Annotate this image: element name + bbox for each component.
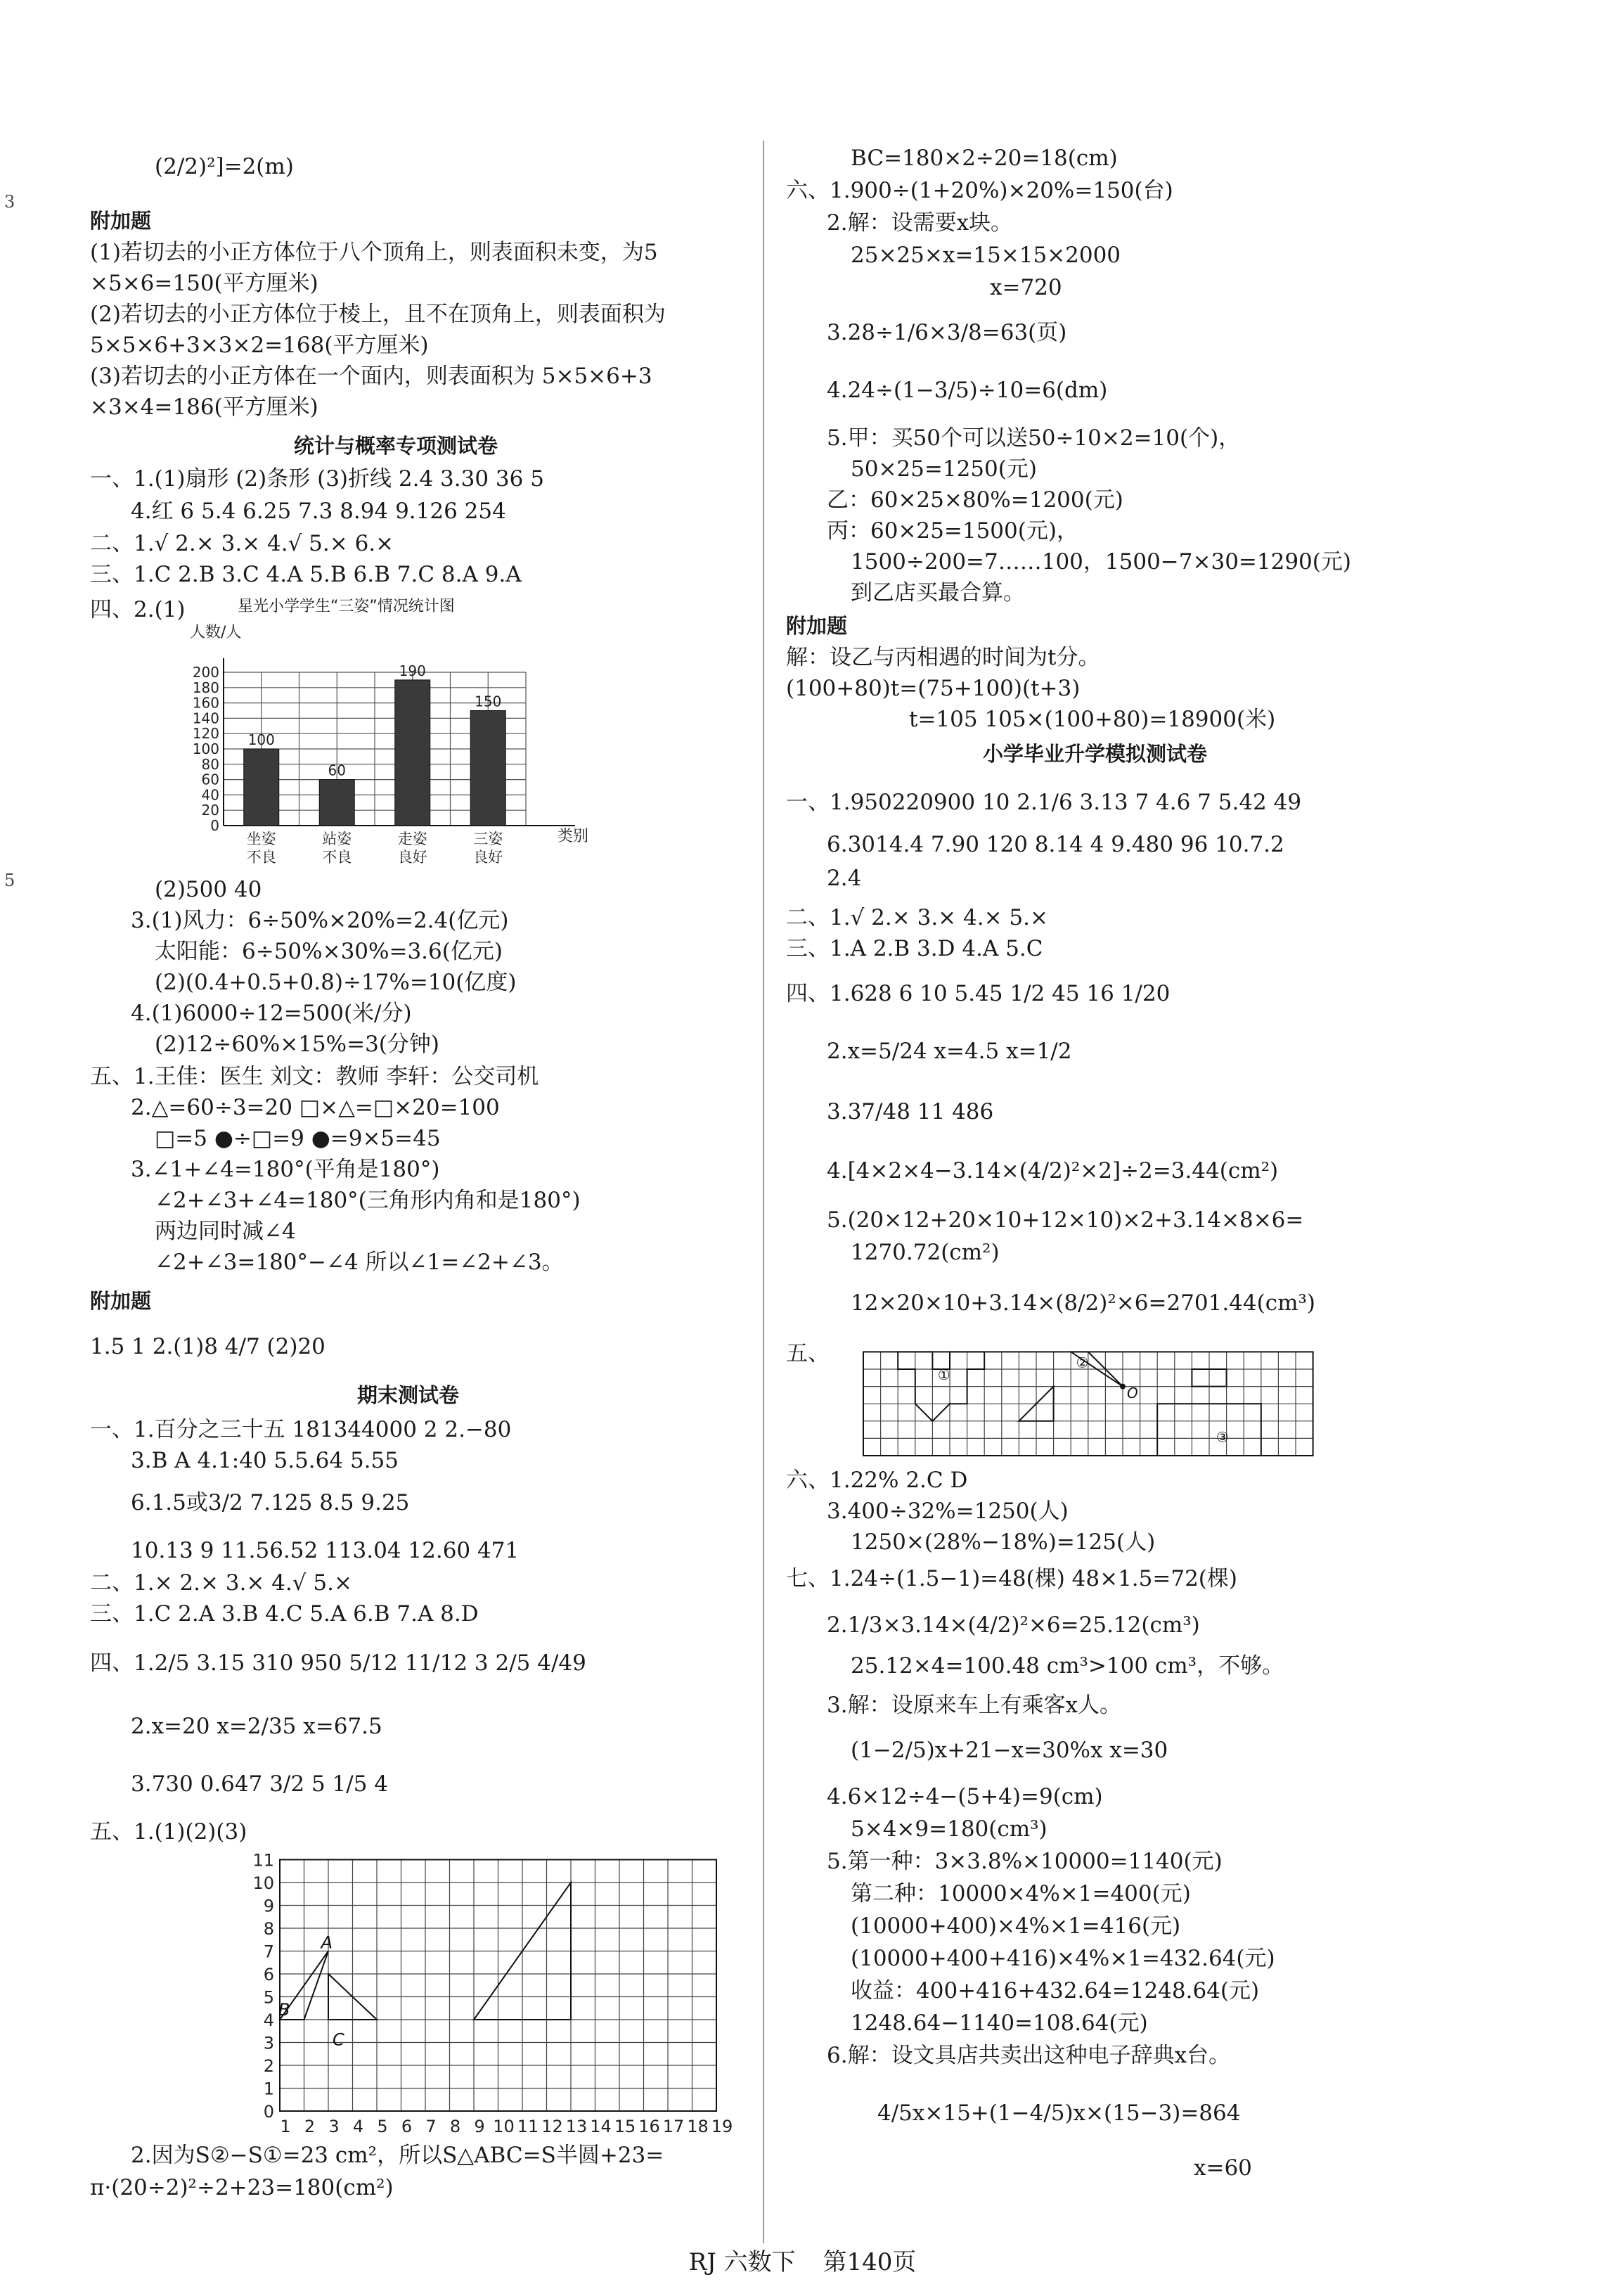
category-label: 不良 (322, 849, 352, 866)
text-line: (2)若切去的小正方体位于棱上，且不在顶角上，则表面积为 (90, 302, 666, 327)
text-line: 3.B A 4.1:40 5.5.64 5.55 (131, 1448, 399, 1473)
text-line: 5×4×9=180(cm³) (851, 1816, 1048, 1842)
text-line: 5×5×6+3×3×2=168(平方厘米) (90, 333, 429, 358)
point-label-c: C (333, 2029, 344, 2050)
category-label: 良好 (397, 849, 427, 866)
text-line: 5.甲：买50个可以送50÷10×2=10(个)， (827, 425, 1241, 451)
x-tick-label: 5 (377, 2117, 388, 2136)
point-label-b: B (278, 2000, 290, 2020)
y-tick-label: 140 (192, 710, 219, 727)
text-line: 六、1.22% 2.C D (786, 1468, 968, 1493)
bar-value-label: 60 (328, 762, 346, 779)
x-tick-label: 4 (352, 2117, 364, 2136)
text-line: 四、2.(1) (90, 597, 186, 622)
coordinate-grid-figure (160, 1842, 737, 2138)
section-heading: 附加题 (786, 614, 848, 638)
x-tick-label: 9 (474, 2117, 485, 2136)
text-line: (2/2)²]=2(m) (155, 154, 294, 179)
x-tick-label: 6 (401, 2117, 413, 2136)
text-line: 4/5x×15+(1−4/5)x×(15−3)=864 (877, 2101, 1241, 2126)
text-line: (100+80)t=(75+100)(t+3) (786, 676, 1081, 701)
text-line: 3.解：设原来车上有乘客x人。 (827, 1693, 1122, 1718)
text-line: 三、1.C 2.B 3.C 4.A 5.B 6.B 7.C 8.A 9.A (90, 562, 522, 587)
y-tick-label: 200 (192, 664, 219, 681)
text-line: 6.1.5或3/2 7.125 8.5 9.25 (131, 1490, 410, 1515)
bar-chart (90, 624, 589, 892)
text-line: ∠2+∠3=180°−∠4 所以∠1=∠2+∠3。 (155, 1250, 564, 1275)
text-line: 太阳能：6÷50%×30%=3.6(亿元) (155, 939, 503, 964)
y-tick-label: 0 (263, 2102, 274, 2122)
section-title: 期末测试卷 (357, 1383, 460, 1407)
y-tick-label: 1 (263, 2079, 274, 2099)
text-line: 4.红 6 5.4 6.25 7.3 8.94 9.126 254 (131, 499, 506, 524)
text-line: 二、1.× 2.× 3.× 4.√ 5.× (90, 1570, 352, 1596)
text-line: 五、1.王佳：医生 刘文：教师 李轩：公交司机 (90, 1064, 539, 1089)
text-line: 2.△=60÷3=20 □×△=□×20=100 (131, 1095, 500, 1120)
y-tick-label: 9 (263, 1896, 274, 1916)
section-title: 小学毕业升学模拟测试卷 (983, 742, 1208, 766)
x-tick-label: 13 (565, 2117, 588, 2136)
category-label: 坐姿 (246, 830, 276, 847)
text-line: x=720 (990, 275, 1062, 300)
text-line: 五、1.(1)(2)(3) (90, 1819, 247, 1845)
text-line: 3.400÷32%=1250(人) (827, 1499, 1069, 1524)
book-label: RJ 六数下 (688, 2248, 796, 2276)
text-line: 2.4 (827, 866, 862, 891)
text-line: 1500÷200=7……100，1500−7×30=1290(元) (851, 549, 1351, 575)
chart-title: 星光小学学生“三姿”情况统计图 (238, 598, 455, 615)
bar (470, 711, 505, 826)
y-tick-label: 2 (263, 2056, 274, 2076)
text-line: 10.13 9 11.56.52 113.04 12.60 471 (131, 1538, 520, 1563)
y-tick-label: 3 (263, 2033, 274, 2053)
x-tick-label: 16 (638, 2117, 660, 2136)
text-line: 3.37/48 11 486 (827, 1099, 994, 1124)
text-line: 4.24÷(1−3/5)÷10=6(dm) (827, 378, 1108, 403)
x-tick-label: 19 (711, 2117, 733, 2136)
text-line: □=5 ●÷□=9 ●=9×5=45 (155, 1126, 441, 1151)
text-line: 三、1.C 2.A 3.B 4.C 5.A 6.B 7.A 8.D (90, 1601, 479, 1627)
text-line: 5.第一种：3×3.8%×10000=1140(元) (827, 1849, 1223, 1874)
text-line: (1−2/5)x+21−x=30%x x=30 (851, 1738, 1168, 1763)
margin-mark-1: 3 (4, 192, 15, 212)
text-line: 一、1.百分之三十五 181344000 2 2.−80 (90, 1417, 512, 1442)
text-line: 3.(1)风力：6÷50%×20%=2.4(亿元) (131, 908, 509, 933)
text-line: 4.[4×2×4−3.14×(4/2)²×2]÷2=3.44(cm²) (827, 1158, 1279, 1184)
text-line: 4.6×12÷4−(5+4)=9(cm) (827, 1784, 1103, 1809)
y-axis-label: 人数/人 (190, 624, 242, 641)
text-line: π·(20÷2)²÷2+23=180(cm²) (90, 2175, 394, 2200)
x-axis-label: 类别 (557, 828, 589, 845)
x-tick-label: 15 (614, 2117, 636, 2136)
y-tick-label: 4 (263, 2010, 274, 2030)
text-line: ∠2+∠3+∠4=180°(三角形内角和是180°) (155, 1188, 581, 1213)
text-line: 12×20×10+3.14×(8/2)²×6=2701.44(cm³) (851, 1290, 1316, 1316)
text-line: 1.5 1 2.(1)8 4/7 (2)20 (90, 1334, 325, 1359)
text-line: x=60 (1194, 2155, 1252, 2181)
y-tick-label: 11 (252, 1850, 274, 1871)
text-line: 6.3014.4 7.90 120 8.14 4 9.480 96 10.7.2 (827, 832, 1284, 857)
x-tick-label: 2 (304, 2117, 316, 2136)
text-line: ×3×4=186(平方厘米) (90, 395, 318, 420)
text-line: 25×25×x=15×15×2000 (851, 243, 1121, 268)
text-line: 丙：60×25=1500(元)， (827, 518, 1078, 544)
column-divider (763, 141, 764, 2243)
y-tick-label: 120 (192, 725, 219, 743)
x-tick-label: 14 (590, 2117, 612, 2136)
bar-value-label: 100 (247, 731, 275, 748)
text-line: 50×25=1250(元) (851, 456, 1037, 482)
text-line: 到乙店买最合算。 (851, 580, 1025, 605)
marker-2: ② (1076, 1354, 1089, 1371)
section-title: 统计与概率专项测试卷 (294, 434, 498, 458)
text-line: BC=180×2÷20=18(cm) (851, 146, 1118, 171)
x-tick-label: 17 (662, 2117, 685, 2136)
margin-mark-2: 5 (4, 871, 15, 890)
x-tick-label: 7 (425, 2117, 437, 2136)
y-tick-label: 80 (201, 755, 219, 773)
bar (395, 680, 430, 826)
text-line: 一、1.950220900 10 2.1/6 3.13 7 4.6 7 5.42 49 (786, 790, 1302, 815)
y-tick-label: 10 (252, 1873, 274, 1893)
text-line: 二、1.√ 2.× 3.× 4.× 5.× (786, 905, 1048, 930)
rotation-point (1120, 1384, 1126, 1390)
x-tick-label: 1 (280, 2117, 291, 2136)
text-line: 1248.64−1140=108.64(元) (851, 2010, 1148, 2036)
text-line: 3.∠1+∠4=180°(平角是180°) (131, 1157, 440, 1182)
page-footer (0, 2250, 1605, 2274)
bar (244, 749, 279, 826)
text-line: 2.x=5/24 x=4.5 x=1/2 (827, 1039, 1072, 1064)
text-line: 2.因为S②−S①=23 cm²，所以S△ABC=S半圆+23= (131, 2143, 664, 2168)
point-label-o: O (1127, 1384, 1138, 1402)
text-line: 6.解：设文具店共卖出这种电子辞典x台。 (827, 2043, 1231, 2068)
y-tick-label: 0 (210, 817, 219, 834)
category-label: 三姿 (473, 830, 503, 847)
x-tick-label: 11 (517, 2117, 539, 2136)
text-line: 一、1.(1)扇形 (2)条形 (3)折线 2.4 3.30 36 5 (90, 466, 544, 492)
bar-value-label: 190 (399, 662, 426, 679)
text-line: 1270.72(cm²) (851, 1240, 1000, 1265)
text-line: 4.(1)6000÷12=500(米/分) (131, 1001, 412, 1026)
point-label-a: A (321, 1932, 333, 1953)
transformation-grid-figure (821, 1336, 1341, 1463)
bar (319, 780, 354, 826)
text-line: 乙：60×25×80%=1200(元) (827, 487, 1123, 513)
marker-1: ① (937, 1366, 950, 1383)
page-number: 第140页 (823, 2248, 917, 2276)
text-line: (2)500 40 (155, 877, 262, 902)
text-line: 3.730 0.647 3/2 5 1/5 4 (131, 1771, 388, 1797)
text-line: 5.(20×12+20×10+12×10)×2+3.14×8×6= (827, 1207, 1304, 1233)
y-tick-label: 8 (263, 1919, 274, 1939)
y-tick-label: 6 (263, 1965, 274, 1984)
x-tick-label: 10 (493, 2117, 515, 2136)
text-line: (2)(0.4+0.5+0.8)÷17%=10(亿度) (155, 970, 517, 995)
x-tick-label: 8 (449, 2117, 461, 2136)
y-tick-label: 20 (201, 802, 219, 819)
text-line: (10000+400+416)×4%×1=432.64(元) (851, 1946, 1275, 1971)
y-tick-label: 7 (263, 1942, 274, 1962)
category-label: 不良 (246, 849, 276, 866)
x-tick-label: 18 (687, 2117, 709, 2136)
y-tick-label: 40 (201, 786, 219, 804)
y-tick-label: 5 (263, 1987, 274, 2008)
y-tick-label: 160 (192, 694, 219, 712)
text-line: 四、1.628 6 10 5.45 1/2 45 16 1/20 (786, 981, 1171, 1006)
text-line: (10000+400)×4%×1=416(元) (851, 1913, 1181, 1939)
text-line: 2.x=20 x=2/35 x=67.5 (131, 1714, 382, 1739)
y-tick-label: 180 (192, 679, 219, 696)
text-line: 解：设乙与丙相遇的时间为t分。 (786, 645, 1100, 670)
text-line: 二、1.√ 2.× 3.× 4.√ 5.× 6.× (90, 531, 394, 556)
text-line: 七、1.24÷(1.5−1)=48(棵) 48×1.5=72(棵) (786, 1566, 1237, 1591)
text-line: 三、1.A 2.B 3.D 4.A 5.C (786, 936, 1043, 961)
text-line: (1)若切去的小正方体位于八个顶角上，则表面积未变，为5 (90, 240, 658, 265)
marker-3: ③ (1216, 1428, 1229, 1446)
text-line: 两边同时减∠4 (155, 1219, 296, 1244)
text-line: t=105 105×(100+80)=18900(米) (909, 707, 1276, 732)
text-line: 2.1/3×3.14×(4/2)²×6=25.12(cm³) (827, 1612, 1200, 1638)
bar-value-label: 150 (475, 693, 502, 710)
y-tick-label: 100 (192, 740, 219, 757)
text-line: 四、1.2/5 3.15 310 950 5/12 11/12 3 2/5 4/49 (90, 1650, 586, 1676)
category-label: 站姿 (322, 830, 352, 847)
text-line: 六、1.900÷(1+20%)×20%=150(台) (786, 178, 1173, 203)
text-line: 五、 (786, 1341, 830, 1366)
text-line: ×5×6=150(平方厘米) (90, 271, 318, 296)
y-tick-label: 60 (201, 771, 219, 788)
x-tick-label: 3 (328, 2117, 340, 2136)
text-line: 2.解：设需要x块。 (827, 210, 1013, 236)
section-heading: 附加题 (90, 209, 152, 233)
text-line: 收益：400+416+432.64=1248.64(元) (851, 1978, 1260, 2003)
category-label: 走姿 (397, 830, 427, 847)
category-label: 良好 (473, 849, 503, 866)
text-line: 1250×(28%−18%)=125(人) (851, 1529, 1156, 1555)
text-line: 3.28÷1/6×3/8=63(页) (827, 320, 1067, 345)
x-tick-label: 12 (541, 2117, 563, 2136)
text-line: 25.12×4=100.48 cm³>100 cm³，不够。 (851, 1653, 1284, 1679)
section-heading: 附加题 (90, 1289, 152, 1313)
text-line: 第二种：10000×4%×1=400(元) (851, 1881, 1191, 1906)
text-line: (2)12÷60%×15%=3(分钟) (155, 1032, 439, 1057)
text-line: (3)若切去的小正方体在一个面内，则表面积为 5×5×6+3 (90, 364, 652, 389)
